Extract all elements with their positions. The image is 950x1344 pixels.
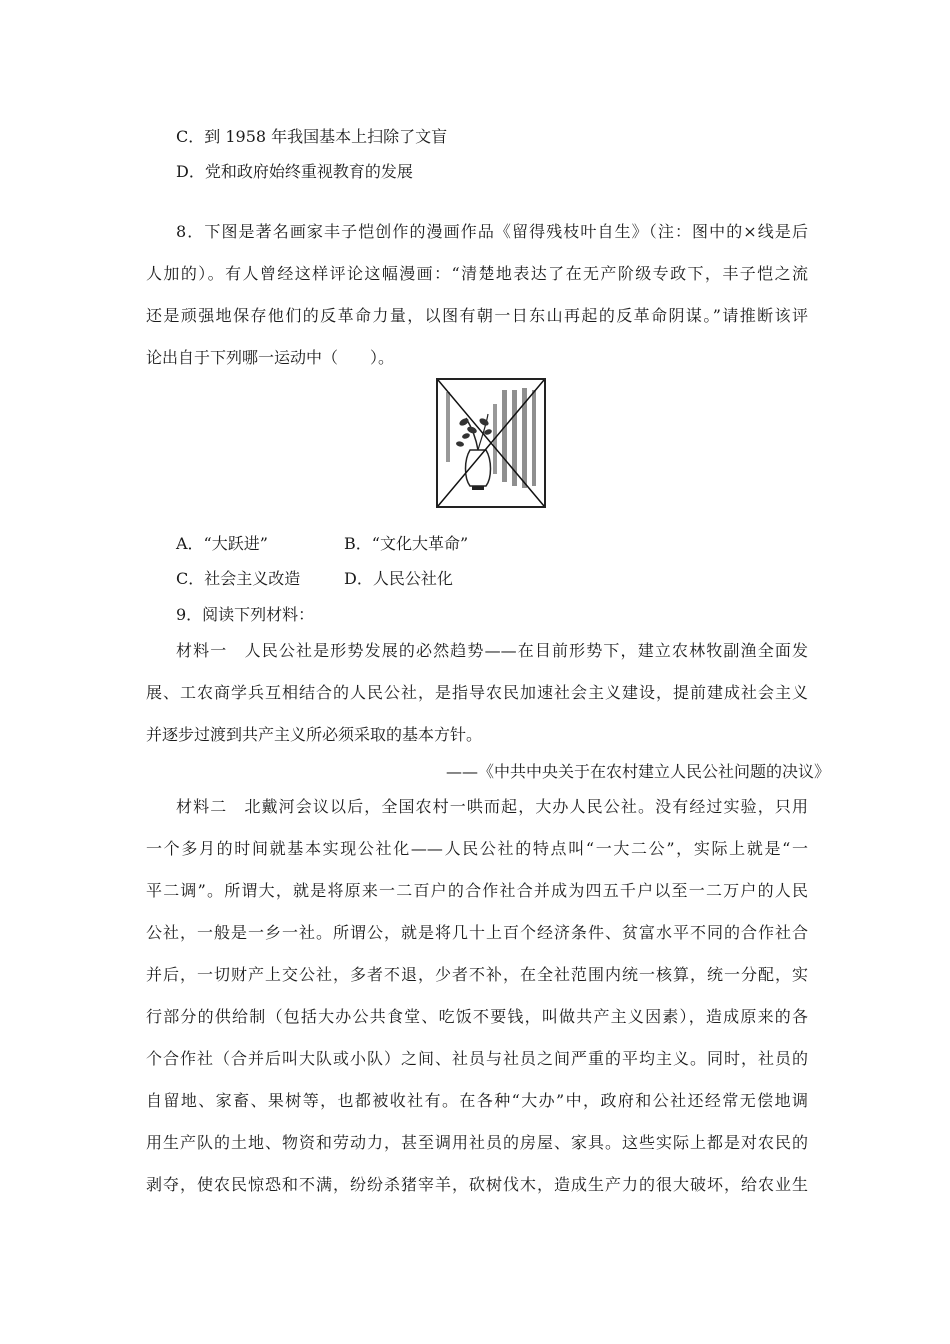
q9-material1-source: ——《中共中央关于在农村建立人民公社问题的决议》	[445, 762, 830, 781]
q9-material2-line-2: 一个多月的时间就基本实现公社化——人民公社的特点叫“一大二公”，实际上就是“一	[146, 839, 808, 858]
q9-material1-line-2: 展、工农商学兵互相结合的人民公社，是指导农民加速社会主义建设，提前建成社会主义	[146, 683, 808, 702]
q9-material2-line-3: 平二调”。所谓大，就是将原来一二百户的合作社合并成为四五千户以至一二万户的人民	[146, 881, 808, 900]
q9-material2-line-10: 剥夺，使农民惊恐和不满，纷纷杀猪宰羊，砍树伐木，造成生产力的很大破坏，给农业生	[146, 1175, 808, 1194]
q9-material2-line-8: 自留地、家畜、果树等，也都被收社有。在各种“大办”中，政府和公社还经常无偿地调	[146, 1091, 808, 1110]
q8-option-d: D．人民公社化	[344, 569, 453, 588]
q8-stem-line-3: 还是顽强地保存他们的反革命力量，以图有朝一日东山再起的反革命阴谋。”请推断该评	[146, 306, 808, 325]
q9-intro: 9．阅读下列材料：	[176, 605, 315, 624]
q8-stem-line-1: 8．下图是著名画家丰子恺创作的漫画作品《留得残枝叶自生》（注：图中的×线是后	[176, 222, 808, 241]
q9-material2-line-7: 个合作社（合并后叫大队或小队）之间、社员与社员之间严重的平均主义。同时，社员的	[146, 1049, 808, 1068]
q8-stem-line-2: 人加的）。有人曾经这样评论这幅漫画：“清楚地表达了在无产阶级专政下，丰子恺之流	[146, 264, 808, 283]
q8-stem-line-4: 论出自于下列哪一运动中（ ）。	[146, 348, 395, 367]
q8-option-b: B．“文化大革命”	[344, 534, 469, 553]
q9-material2-line-9: 用生产队的土地、物资和劳动力，甚至调用社员的房屋、家具。这些实际上都是对农民的	[146, 1133, 808, 1152]
q9-material2-line-1: 材料二 北戴河会议以后，全国农村一哄而起，大办人民公社。没有经过实验，只用	[176, 797, 808, 816]
q7-option-c: C．到 1958 年我国基本上扫除了文盲	[176, 127, 448, 146]
q9-material2-line-4: 公社，一般是一乡一社。所谓公，就是将几十上百个经济条件、贫富水平不同的合作社合	[146, 923, 808, 942]
q9-material1-line-3: 并逐步过渡到共产主义所必须采取的基本方针。	[146, 725, 483, 744]
q8-option-a: A．“大跃进”	[176, 534, 268, 553]
crossed-out-cartoon-figure	[436, 378, 546, 508]
q9-material2-line-6: 行部分的供给制（包括大办公共食堂、吃饭不要钱，叫做共产主义因素），造成原来的各	[146, 1007, 808, 1026]
q7-option-d: D．党和政府始终重视教育的发展	[176, 162, 413, 181]
q9-material1-line-1: 材料一 人民公社是形势发展的必然趋势——在目前形势下，建立农林牧副渔全面发	[176, 641, 808, 660]
q8-option-c: C．社会主义改造	[176, 569, 301, 588]
q9-material2-line-5: 并后，一切财产上交公社，多者不退，少者不补，在全社范围内统一核算，统一分配，实	[146, 965, 808, 984]
crossed-out-cartoon-icon	[436, 378, 546, 508]
